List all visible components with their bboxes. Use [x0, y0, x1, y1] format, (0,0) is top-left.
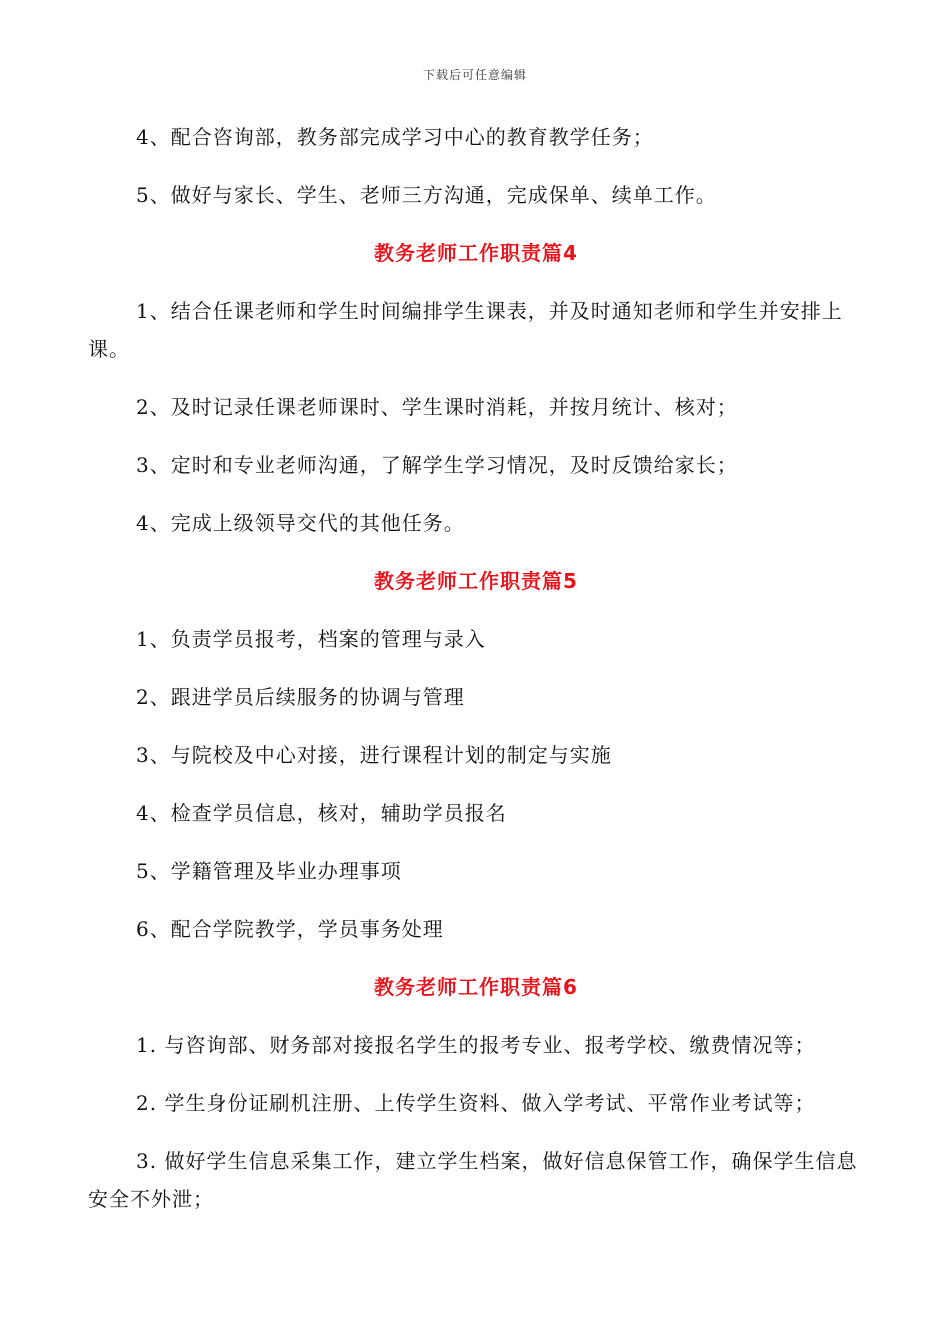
paragraph: 1、负责学员报考，档案的管理与录入: [136, 627, 486, 651]
section-title: 教务老师工作职责篇5: [374, 569, 578, 593]
paragraph: 6、配合学院教学，学员事务处理: [136, 917, 444, 941]
paragraph: 4、完成上级领导交代的其他任务。: [136, 511, 465, 535]
paragraph: 4、检查学员信息，核对，辅助学员报名: [136, 801, 507, 825]
section-title: 教务老师工作职责篇6: [374, 975, 578, 999]
header-note: 下载后可任意编辑: [422, 68, 527, 82]
paragraph: 2、及时记录任课老师课时、学生课时消耗，并按月统计、核对；: [136, 395, 738, 419]
paragraph: 2、跟进学员后续服务的协调与管理: [136, 685, 465, 709]
section-title: 教务老师工作职责篇4: [374, 241, 578, 265]
document-body: [88, 118, 864, 1238]
paragraph: 5、学籍管理及毕业办理事项: [136, 859, 402, 883]
paragraph: 5、做好与家长、学生、老师三方沟通，完成保单、续单工作。: [136, 183, 717, 207]
paragraph: 1. 与咨询部、财务部对接报名学生的报考专业、报考学校、缴费情况等；: [136, 1033, 816, 1057]
paragraph: 3. 做好学生信息采集工作，建立学生档案，做好信息保管工作，确保学生信息安全不外泄；: [88, 1149, 858, 1211]
paragraph: 4、配合咨询部，教务部完成学习中心的教育教学任务；: [136, 125, 654, 149]
paragraph: 1、结合任课老师和学生时间编排学生课表，并及时通知老师和学生并安排上课。: [88, 299, 843, 361]
paragraph: 3、与院校及中心对接，进行课程计划的制定与实施: [136, 743, 612, 767]
paragraph: 2. 学生身份证刷机注册、上传学生资料、做入学考试、平常作业考试等；: [136, 1091, 816, 1115]
paragraph: 3、定时和专业老师沟通，了解学生学习情况，及时反馈给家长；: [136, 453, 738, 477]
